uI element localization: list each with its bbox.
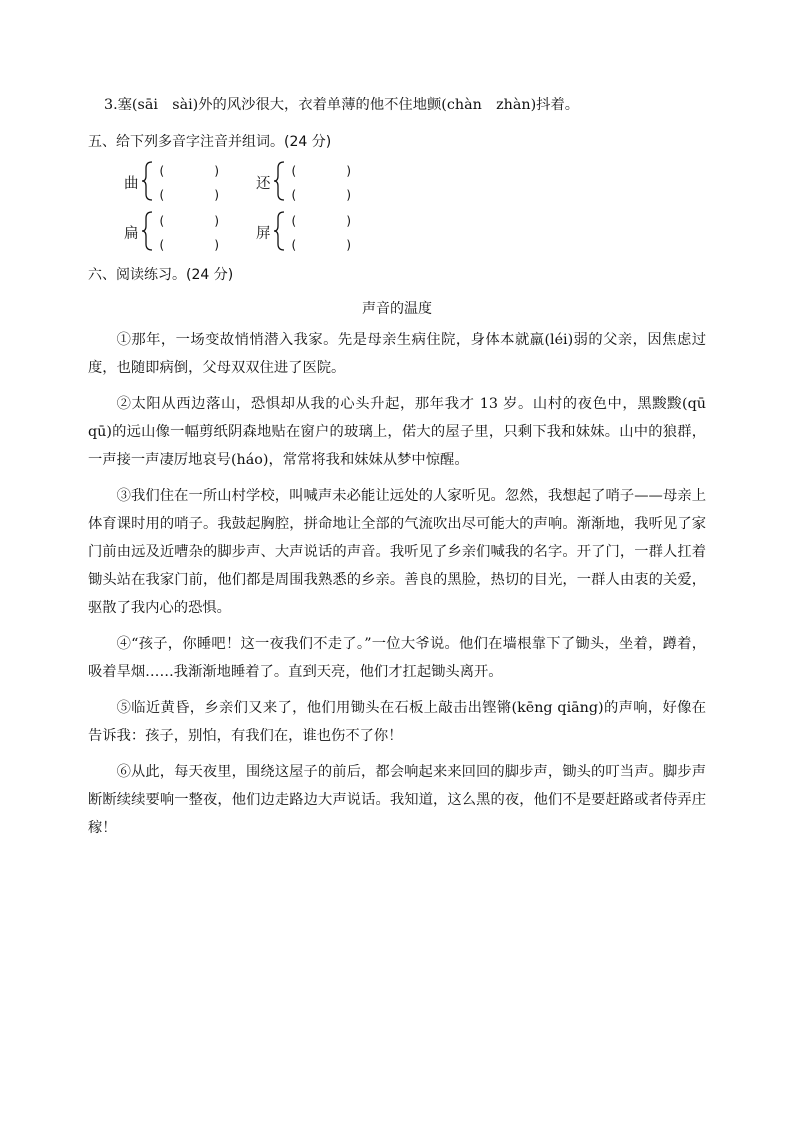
answer-blank[interactable]: ( ) [290,238,353,252]
paragraph: ②太阳从西边落山，恐惧却从我的心头升起，那年我才 13 岁。山村的夜色中，黑黢黢(qū qū)的远山像一幅剪纸阴森地贴在窗户的玻璃上，偌大的屋子里，只剩下我和妹妹。山中的狼群，一声接一声凄厉地哀号(háo)，常常将我和妹妹从梦中惊醒。 [88,396,706,468]
paragraph: ⑥从此，每天夜里，围绕这屋子的前后，都会响起来来回回的脚步声，锄头的叮当声。脚步声断断续续要响一整夜，他们边走路边大声说话。我知道，这么黑的夜，他们不是要赶路或者侍弄庄稼！ [88,764,706,836]
answer-blank[interactable]: ( ) [158,164,221,178]
answer-blank[interactable]: ( ) [158,214,221,228]
answer-blank[interactable]: ( ) [158,188,221,202]
paragraph: ①那年，一场变故悄悄潜入我家。先是母亲生病住院，身体本就羸(léi)弱的父亲，因焦虑过度，也随即病倒，父母双双住进了医院。 [88,332,706,376]
polyphone-char: 屏 [256,226,271,242]
passage-title: 声音的温度 [362,301,432,317]
polyphone-char: 扁 [124,226,139,242]
paragraph: ③我们住在一所山村学校，叫喊声未必能让远处的人家听见。忽然，我想起了哨子——母亲上体育课时用的哨子。我鼓起胸腔，拼命地让全部的气流吹出尽可能大的声响。渐渐地，我听见了家门前由远及近嘈杂的脚步声、大声说话的声音。我听见了乡亲们喊我的名字。开了门，一群人扛着锄头站在我家门前，他们都是周围我熟悉的乡亲。善良的黑脸，热切的目光，一群人由衷的关爱，驱散了我内心的恐惧。 [88,488,706,616]
answer-blank[interactable]: ( ) [290,164,353,178]
question-3: 3.塞(sāi sài)外的风沙很大，衣着单薄的他不住地颤(chàn zhàn)抖着。 [104,97,580,113]
paragraph: ④“孩子，你睡吧！这一夜我们不走了。”一位大爷说。他们在墙根靠下了锄头，坐着，蹲着，吸着旱烟……我渐渐地睡着了。直到天亮，他们才扛起锄头离开。 [88,636,706,680]
answer-blank[interactable]: ( ) [158,238,221,252]
brace-icon [272,160,288,202]
paragraph: ⑤临近黄昏，乡亲们又来了，他们用锄头在石板上敲击出铿锵(kēng qiāng)的声响，好像在告诉我：孩子，别怕，有我们在，谁也伤不了你！ [88,700,706,744]
passage-body [88,326,706,842]
brace-icon [140,210,156,252]
answer-blank[interactable]: ( ) [290,214,353,228]
section-6-heading: 六、阅读练习。(24 分) [88,267,234,283]
section-5-heading: 五、给下列多音字注音并组词。(24 分) [88,134,332,150]
polyphone-char: 曲 [124,176,139,192]
brace-icon [272,210,288,252]
polyphone-char: 还 [256,176,271,192]
brace-icon [140,160,156,202]
answer-blank[interactable]: ( ) [290,188,353,202]
